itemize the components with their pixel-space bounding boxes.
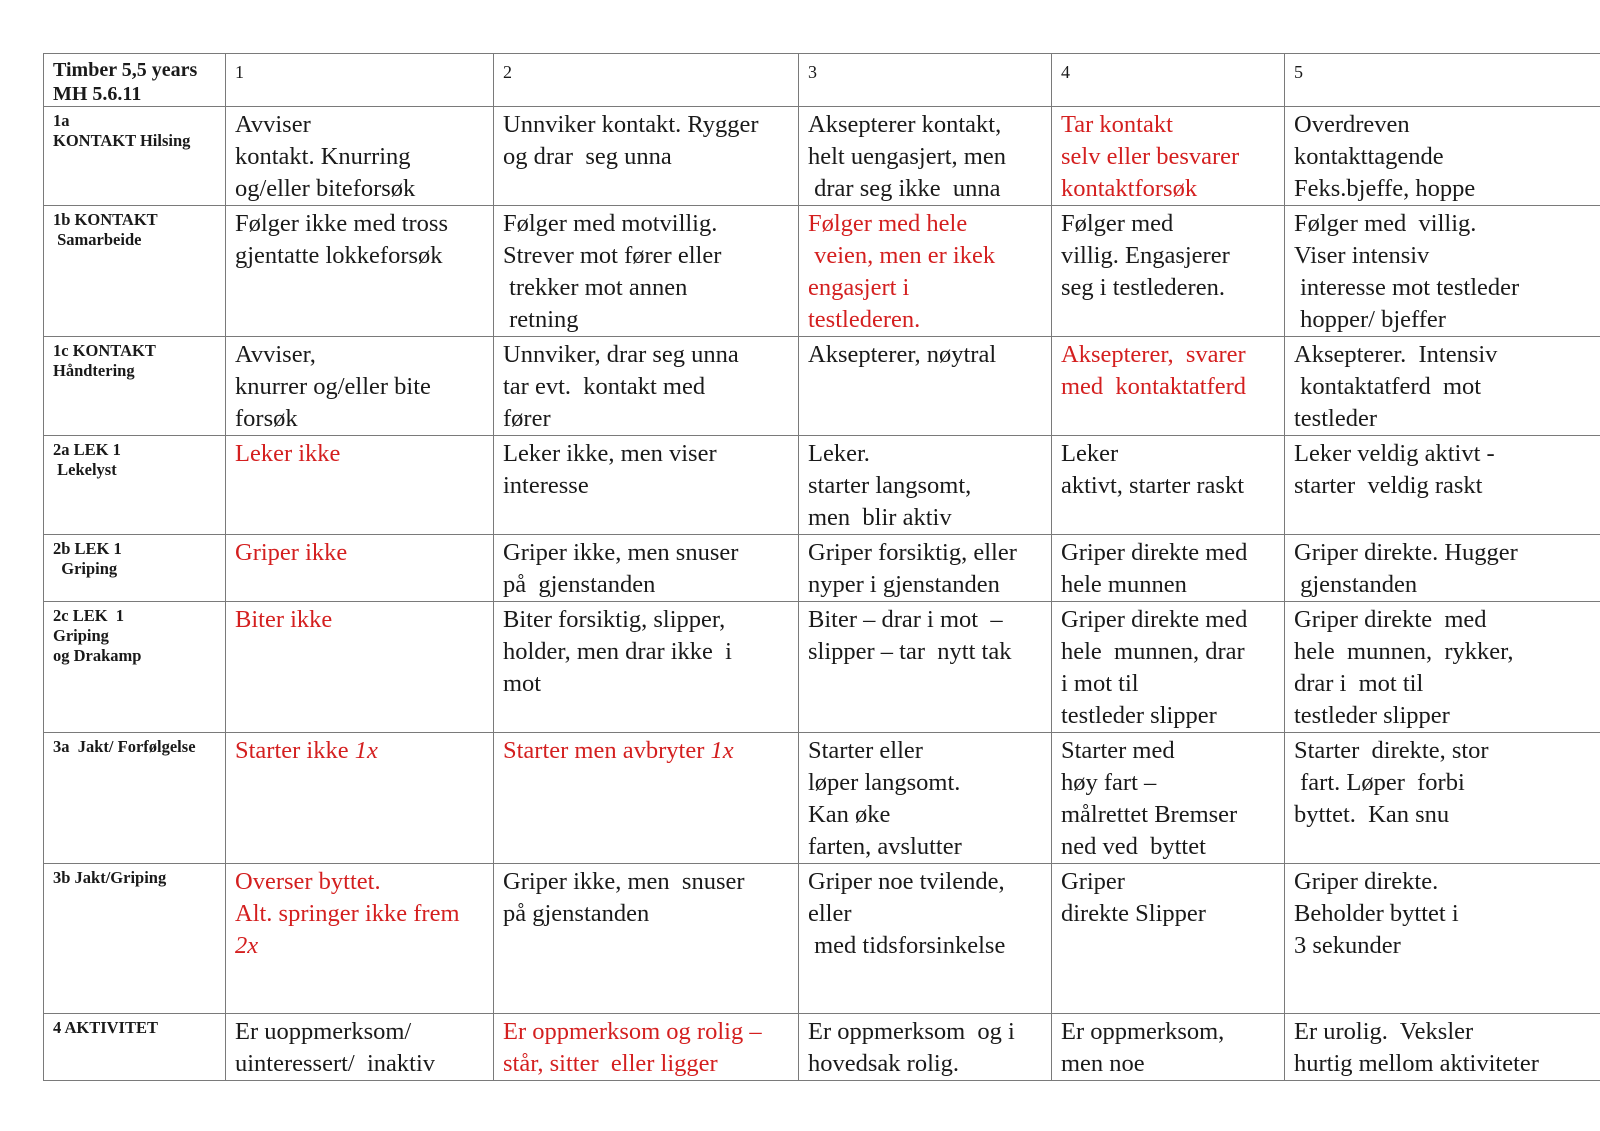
row-label: 3a Jakt/ Forfølgelse — [44, 733, 226, 864]
header-row — [44, 54, 1600, 107]
header-col-3: 3 — [799, 54, 1052, 107]
cell: Biter forsiktig, slipper, holder, men drar ikke i mot — [494, 602, 799, 733]
cell: Griper direkte. Beholder byttet i 3 sekunder — [1285, 864, 1600, 1014]
cell-selected — [494, 733, 799, 864]
row-1a — [44, 107, 1600, 206]
row-1c — [44, 337, 1600, 436]
cell-selected: Er oppmerksom og rolig – står, sitter eller ligger — [494, 1014, 799, 1081]
row-label: 2b LEK 1 Griping — [44, 535, 226, 602]
row-label: 3b Jakt/Griping — [44, 864, 226, 1014]
cell: Aksepterer. Intensiv kontaktatferd mot testleder — [1285, 337, 1600, 436]
cell-selected: Aksepterer, svarer med kontaktatferd — [1052, 337, 1285, 436]
count-mark: 2x — [235, 932, 259, 959]
cell: Avviser kontakt. Knurring og/eller biteforsøk — [226, 107, 494, 206]
cell: Unnviker, drar seg unna tar evt. kontakt med fører — [494, 337, 799, 436]
cell: Griper ikke, men snuser på gjenstanden — [494, 535, 799, 602]
cell: Griper direkte med hele munnen — [1052, 535, 1285, 602]
cell: Overdreven kontakttagende Feks.bjeffe, hoppe — [1285, 107, 1600, 206]
cell-text: Overser byttet. Alt. springer ikke frem — [235, 868, 460, 927]
cell: Leker ikke, men viser interesse — [494, 436, 799, 535]
cell: Griper ikke, men snuser på gjenstanden — [494, 864, 799, 1014]
row-3b — [44, 864, 1600, 1014]
cell: Griper direkte med hele munnen, drar i mot til testleder slipper — [1052, 602, 1285, 733]
cell-selected: Biter ikke — [226, 602, 494, 733]
row-2c — [44, 602, 1600, 733]
cell: Starter direkte, stor fart. Løper forbi byttet. Kan snu — [1285, 733, 1600, 864]
cell: Biter – drar i mot – slipper – tar nytt tak — [799, 602, 1052, 733]
cell: Er oppmerksom, men noe — [1052, 1014, 1285, 1081]
mh-table — [43, 53, 1600, 1081]
cell-selected: Tar kontakt selv eller besvarer kontaktforsøk — [1052, 107, 1285, 206]
header-col-4: 4 — [1052, 54, 1285, 107]
cell: Griper noe tvilende, eller med tidsforsinkelse — [799, 864, 1052, 1014]
cell: Følger med villig. Viser intensiv interesse mot testleder hopper/ bjeffer — [1285, 206, 1600, 337]
cell-text: Starter ikke — [235, 737, 355, 764]
cell: Unnviker kontakt. Rygger og drar seg unna — [494, 107, 799, 206]
header-col-5: 5 — [1285, 54, 1600, 107]
cell: Aksepterer kontakt, helt uengasjert, men drar seg ikke unna — [799, 107, 1052, 206]
cell: Starter eller løper langsomt. Kan øke farten, avslutter — [799, 733, 1052, 864]
cell: Griper direkte. Hugger gjenstanden — [1285, 535, 1600, 602]
cell: Griper direkte med hele munnen, rykker, drar i mot til testleder slipper — [1285, 602, 1600, 733]
row-label: 2c LEK 1 Griping og Drakamp — [44, 602, 226, 733]
header-title-line2: MH 5.6.11 — [53, 83, 142, 105]
row-label: 4 AKTIVITET — [44, 1014, 226, 1081]
cell-selected — [226, 864, 494, 1014]
cell: Griper forsiktig, eller nyper i gjenstanden — [799, 535, 1052, 602]
cell: Følger med villig. Engasjerer seg i testlederen. — [1052, 206, 1285, 337]
cell: Leker veldig aktivt - starter veldig raskt — [1285, 436, 1600, 535]
count-mark: 1x — [354, 737, 378, 764]
cell: Starter med høy fart – målrettet Bremser ned ved byttet — [1052, 733, 1285, 864]
header-title-cell — [44, 54, 226, 107]
cell: Leker. starter langsomt, men blir aktiv — [799, 436, 1052, 535]
cell-selected — [226, 733, 494, 864]
cell-selected: Følger med hele veien, men er ikek engasjert i testlederen. — [799, 206, 1052, 337]
cell: Følger med motvillig. Strever mot fører eller trekker mot annen retning — [494, 206, 799, 337]
row-1b — [44, 206, 1600, 337]
cell: Følger ikke med tross gjentatte lokkeforsøk — [226, 206, 494, 337]
row-label: 2a LEK 1 Lekelyst — [44, 436, 226, 535]
mh-score-sheet — [43, 53, 1600, 1083]
row-label: 1b KONTAKT Samarbeide — [44, 206, 226, 337]
cell: Er oppmerksom og i hovedsak rolig. — [799, 1014, 1052, 1081]
cell: Leker aktivt, starter raskt — [1052, 436, 1285, 535]
count-mark: 1x — [710, 737, 734, 764]
row-label: 1c KONTAKT Håndtering — [44, 337, 226, 436]
cell: Avviser, knurrer og/eller bite forsøk — [226, 337, 494, 436]
cell: Er uoppmerksom/ uinteressert/ inaktiv — [226, 1014, 494, 1081]
cell-text: Starter men avbryter — [503, 737, 711, 764]
header-col-2: 2 — [494, 54, 799, 107]
row-2a — [44, 436, 1600, 535]
row-3a — [44, 733, 1600, 864]
header-col-1: 1 — [226, 54, 494, 107]
row-label: 1a KONTAKT Hilsing — [44, 107, 226, 206]
row-2b — [44, 535, 1600, 602]
cell: Griper direkte Slipper — [1052, 864, 1285, 1014]
row-4 — [44, 1014, 1600, 1081]
cell: Er urolig. Veksler hurtig mellom aktiviteter — [1285, 1014, 1600, 1081]
cell-selected: Leker ikke — [226, 436, 494, 535]
cell: Aksepterer, nøytral — [799, 337, 1052, 436]
header-title-line1: Timber 5,5 years — [53, 59, 198, 81]
cell-selected: Griper ikke — [226, 535, 494, 602]
